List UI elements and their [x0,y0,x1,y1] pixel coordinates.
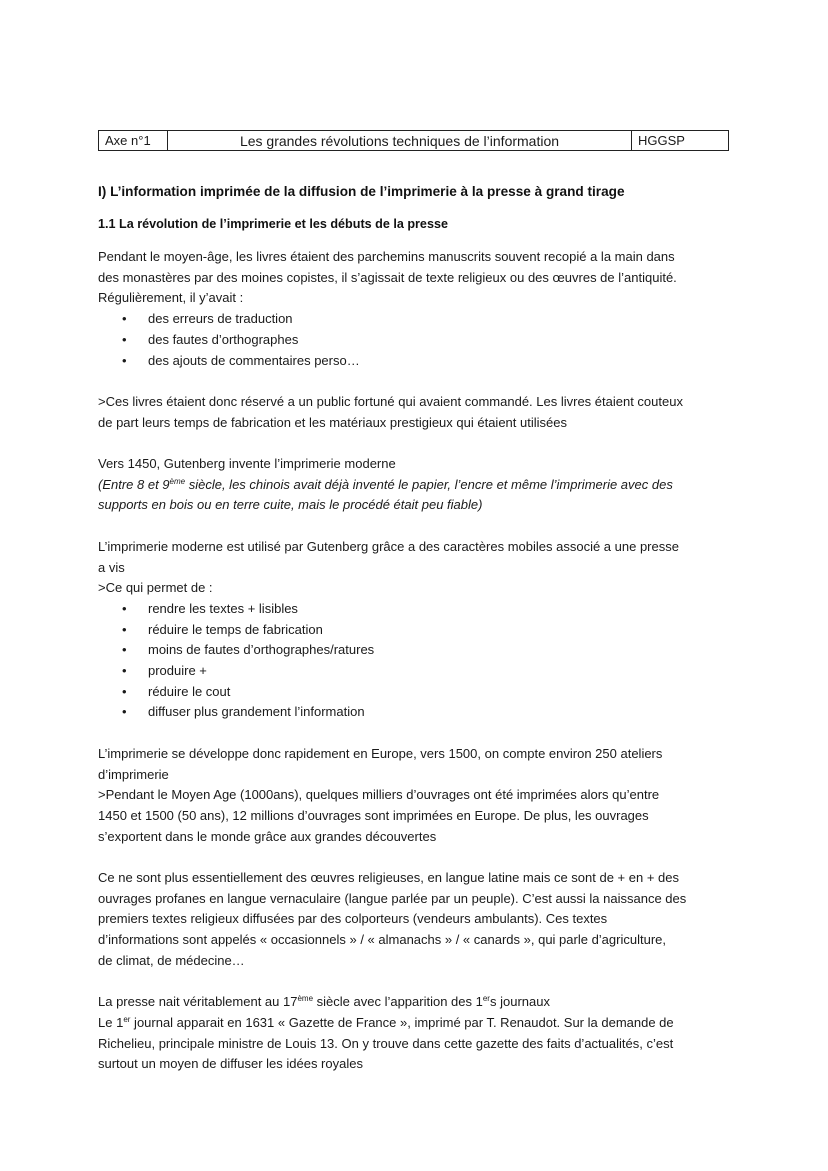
list-item [98,599,738,620]
bullet-icon: • [122,331,127,347]
list-item [98,620,738,641]
list-item-text: des erreurs de traduction [148,311,293,327]
spacer [98,516,738,537]
spacer [98,371,738,392]
list-item-text: diffuser plus grandement l’information [148,704,365,720]
text-line: de part leurs temps de fabrication et les matériaux prestigieux qui étaient utilisées [98,414,567,430]
bullet-icon: • [122,683,127,699]
text-span: (Entre 8 et 9 [98,476,170,492]
subject-cell: HGGSP [632,131,729,151]
text-line: surtout un moyen de diffuser les idées royales [98,1056,363,1072]
paragraph-profane-works [98,868,738,972]
superscript: er [123,1014,131,1024]
section-title: I) L’information imprimée de la diffusion de l’imprimerie à la presse à grand tirage [98,184,625,199]
title-cell: Les grandes révolutions techniques de l’information [168,131,632,151]
list-item-text: des fautes d’orthographes [148,331,299,347]
paragraph-european-spread [98,744,738,848]
list-item [98,330,738,351]
text-line: des monastères par des moines copistes, il s’agissait de texte religieux ou des œuvres de l’antiquité. [98,269,677,285]
text-line: Vers 1450, Gutenberg invente l’imprimerie moderne [98,456,396,471]
paragraph-expensive-books [98,392,738,433]
subsection-title: 1.1 La révolution de l’imprimerie et les débuts de la presse [98,217,448,231]
list-item-text: rendre les textes + lisibles [148,600,298,616]
italic-note-line: supports en bois ou en terre cuite, mais le procédé était peu fiable) [98,497,483,513]
superscript: er [482,994,490,1004]
list-item-text: réduire le temps de fabrication [148,621,323,637]
paragraph-modern-printing [98,537,738,723]
text-line: 1450 et 1500 (50 ans), 12 millions d’ouvrages sont imprimées en Europe. De plus, les ouvrages [98,807,649,823]
text-line: de climat, de médecine… [98,952,245,968]
axis-cell: Axe n°1 [99,131,168,151]
text-line: Richelieu, principale ministre de Louis 13. On y trouve dans cette gazette des faits d’actualités, c’est [98,1035,674,1051]
list-item [98,309,738,330]
text-line: premiers textes religieux diffusées par des colporteurs (vendeurs ambulants). Ces textes [98,911,608,927]
text-line: L’imprimerie se développe donc rapidement en Europe, vers 1500, on compte environ 250 ateliers [98,745,663,761]
text-line [98,992,738,1013]
text-line: >Ces livres étaient donc réservé a un public fortuné qui avaient commandé. Les livres étaient couteux [98,393,683,409]
text-line: Pendant le moyen-âge, les livres étaient des parchemins manuscrits souvent recopié a la main dans [98,249,675,264]
bullet-icon: • [122,352,127,368]
text-span: s journaux [489,994,550,1010]
paragraph-press-birth [98,992,738,1075]
spacer [98,723,738,744]
text-line: L’imprimerie moderne est utilisé par Gutenberg grâce a des caractères mobiles associé a une presse [98,538,679,554]
list-item [98,702,738,723]
bullet-icon: • [122,704,127,720]
header-table [98,130,729,151]
text-line: Régulièrement, il y’avait : [98,290,244,306]
spacer [98,847,738,868]
bullet-icon: • [122,311,127,327]
list-item [98,351,738,372]
text-line: s’exportent dans le monde grâce aux grandes découvertes [98,828,437,844]
list-item [98,640,738,661]
text-span: Le 1 [98,1014,124,1030]
superscript: ème [169,476,186,486]
bullet-icon: • [122,663,127,679]
header-row [99,131,729,151]
benefits-list [98,599,738,723]
bullet-icon: • [122,642,127,658]
text-span: journal apparait en 1631 « Gazette de France », imprimé par T. Renaudot. Sur la demande de [130,1014,674,1030]
list-item-text: moins de fautes d’orthographes/ratures [148,642,375,658]
superscript: ème [297,994,314,1004]
text-line: d’imprimerie [98,766,169,782]
paragraph-middle-ages [98,247,738,371]
text-line: a vis [98,559,125,575]
bullet-icon: • [122,600,127,616]
errors-list [98,309,738,371]
text-line: d’informations sont appelés « occasionnels » / « almanachs » / « canards », qui parle d’agriculture, [98,932,666,948]
bullet-icon: • [122,621,127,637]
document-body [98,247,738,1075]
text-line: ouvrages profanes en langue vernaculaire (langue parlée par un peuple). C’est aussi la naissance des [98,890,687,906]
list-item [98,682,738,703]
text-span: siècle, les chinois avait déjà inventé le papier, l’encre et même l’imprimerie avec des [185,476,673,492]
list-item-text: des ajouts de commentaires perso… [148,352,360,368]
list-item [98,661,738,682]
list-item-text: réduire le cout [148,683,231,699]
list-item-text: produire + [148,663,207,679]
text-line: Ce ne sont plus essentiellement des œuvres religieuses, en langue latine mais ce sont de + en + des [98,870,680,886]
text-line: >Ce qui permet de : [98,580,213,596]
text-span: siècle avec l’apparition des 1 [313,994,483,1010]
spacer [98,972,738,993]
text-line: >Pendant le Moyen Age (1000ans), quelques milliers d’ouvrages ont été imprimées alors qu’entre [98,787,660,803]
italic-note-line [98,475,738,496]
text-span: La presse nait véritablement au 17 [98,994,298,1010]
spacer [98,433,738,454]
paragraph-gutenberg [98,454,738,516]
text-line [98,1013,738,1034]
